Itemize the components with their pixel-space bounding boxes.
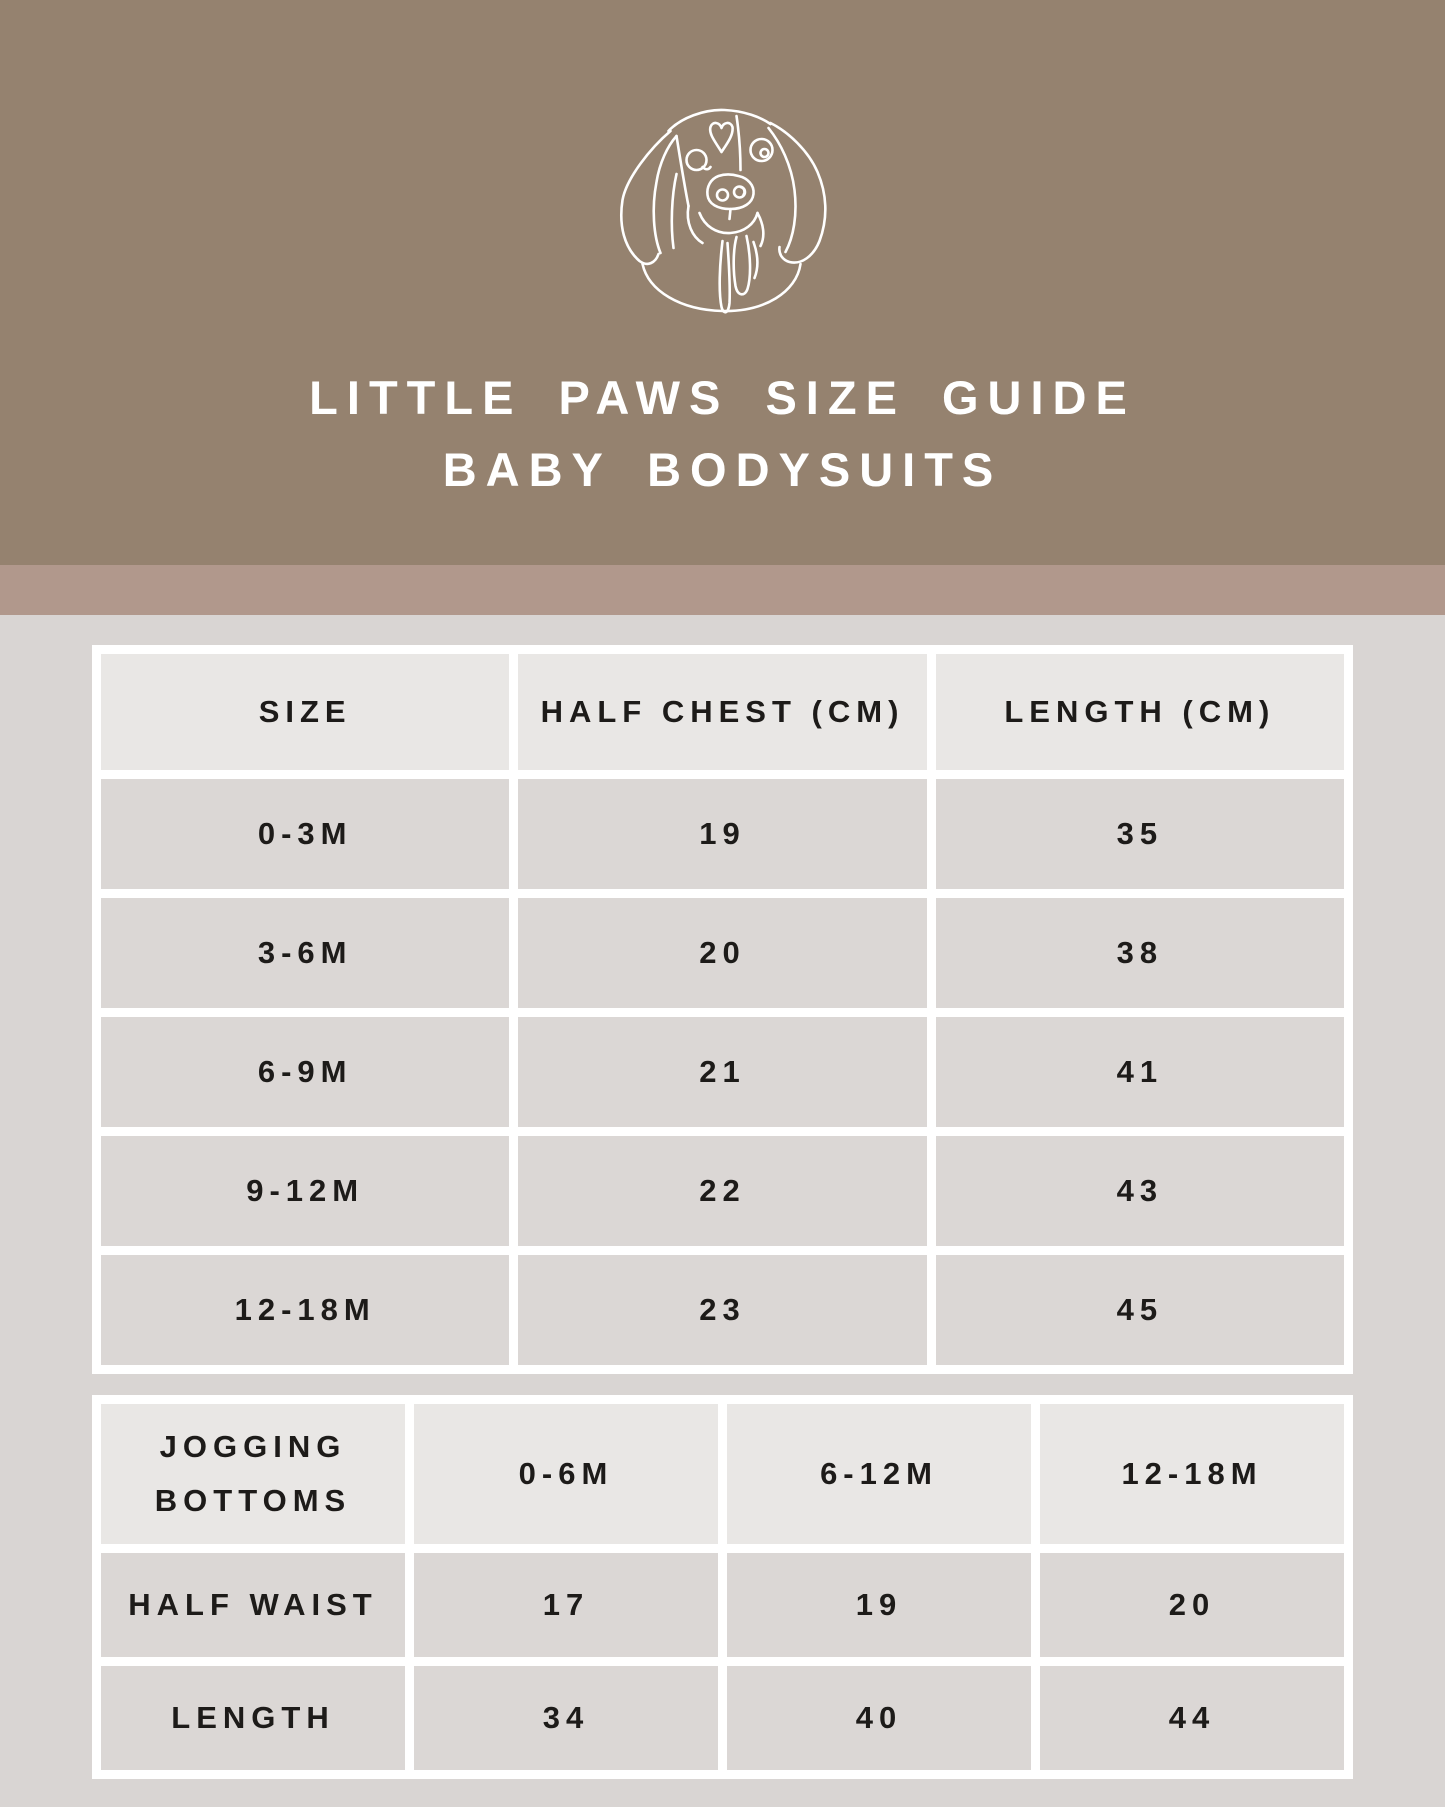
column-header-0-6m: 0-6M	[414, 1404, 718, 1544]
size-cell: 12-18M	[101, 1255, 509, 1365]
length-cell: 45	[936, 1255, 1344, 1365]
table-row	[101, 1136, 1344, 1246]
corner-label-cell: JOGGING BOTTOMS	[101, 1404, 405, 1544]
value-cell: 34	[414, 1666, 718, 1770]
half-chest-cell: 23	[518, 1255, 926, 1365]
half-chest-cell: 21	[518, 1017, 926, 1127]
dog-line-art-icon	[600, 96, 845, 321]
table-row	[101, 1666, 1344, 1770]
title-line-1: LITTLE PAWS SIZE GUIDE	[309, 371, 1136, 424]
accent-band	[0, 565, 1445, 615]
size-cell: 3-6M	[101, 898, 509, 1008]
table-row	[101, 1553, 1344, 1657]
title-line-2: BABY BODYSUITS	[442, 443, 1003, 496]
table-row	[101, 898, 1344, 1008]
size-cell: 6-9M	[101, 1017, 509, 1127]
column-header-6-12m: 6-12M	[727, 1404, 1031, 1544]
table-row	[101, 1255, 1344, 1365]
length-cell: 35	[936, 779, 1344, 889]
row-label-cell: LENGTH	[101, 1666, 405, 1770]
length-cell: 43	[936, 1136, 1344, 1246]
size-cell: 0-3M	[101, 779, 509, 889]
table-header-row	[101, 1404, 1344, 1544]
length-cell: 38	[936, 898, 1344, 1008]
half-chest-cell: 19	[518, 779, 926, 889]
table-row	[101, 779, 1344, 889]
table-header-row	[101, 654, 1344, 770]
value-cell: 20	[1040, 1553, 1344, 1657]
half-chest-cell: 22	[518, 1136, 926, 1246]
value-cell: 40	[727, 1666, 1031, 1770]
row-label-cell: HALF WAIST	[101, 1553, 405, 1657]
hero-section	[0, 0, 1445, 565]
value-cell: 19	[727, 1553, 1031, 1657]
length-cell: 41	[936, 1017, 1344, 1127]
jogging-bottoms-table	[92, 1395, 1353, 1779]
column-header-length: LENGTH (CM)	[936, 654, 1344, 770]
column-header-size: SIZE	[101, 654, 509, 770]
table-row	[101, 1017, 1344, 1127]
bodysuits-size-table	[92, 645, 1353, 1374]
column-header-half-chest: HALF CHEST (CM)	[518, 654, 926, 770]
value-cell: 17	[414, 1553, 718, 1657]
half-chest-cell: 20	[518, 898, 926, 1008]
value-cell: 44	[1040, 1666, 1344, 1770]
column-header-12-18m: 12-18M	[1040, 1404, 1344, 1544]
content-area	[0, 615, 1445, 1779]
size-cell: 9-12M	[101, 1136, 509, 1246]
page-title	[0, 362, 1445, 506]
